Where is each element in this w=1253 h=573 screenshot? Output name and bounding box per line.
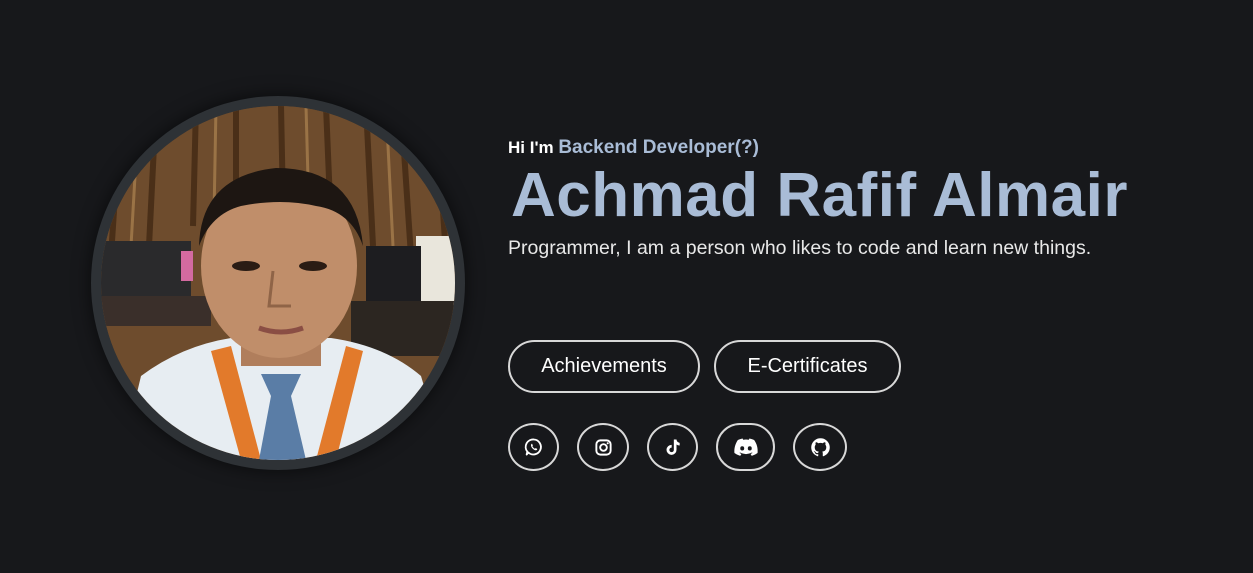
whatsapp-icon	[524, 437, 544, 457]
discord-link[interactable]	[716, 423, 775, 471]
avatar	[101, 106, 455, 460]
instagram-link[interactable]	[577, 423, 629, 471]
page-title: Achmad Rafif Almair	[511, 161, 1128, 230]
greeting	[508, 137, 759, 159]
role-text: Backend Developer(?)	[558, 137, 759, 158]
discord-icon	[734, 438, 758, 457]
greeting-prefix: Hi I'm	[508, 138, 559, 157]
e-certificates-button[interactable]: E-Certificates	[714, 340, 901, 393]
github-link[interactable]	[793, 423, 847, 471]
avatar-ring	[91, 96, 465, 470]
whatsapp-link[interactable]	[508, 423, 559, 471]
tiktok-link[interactable]	[647, 423, 698, 471]
achievements-button[interactable]: Achievements	[508, 340, 700, 393]
tiktok-icon	[663, 437, 683, 457]
tagline: Programmer, I am a person who likes to code and learn new things.	[508, 237, 1092, 259]
instagram-icon	[594, 438, 613, 457]
github-icon	[810, 437, 831, 458]
